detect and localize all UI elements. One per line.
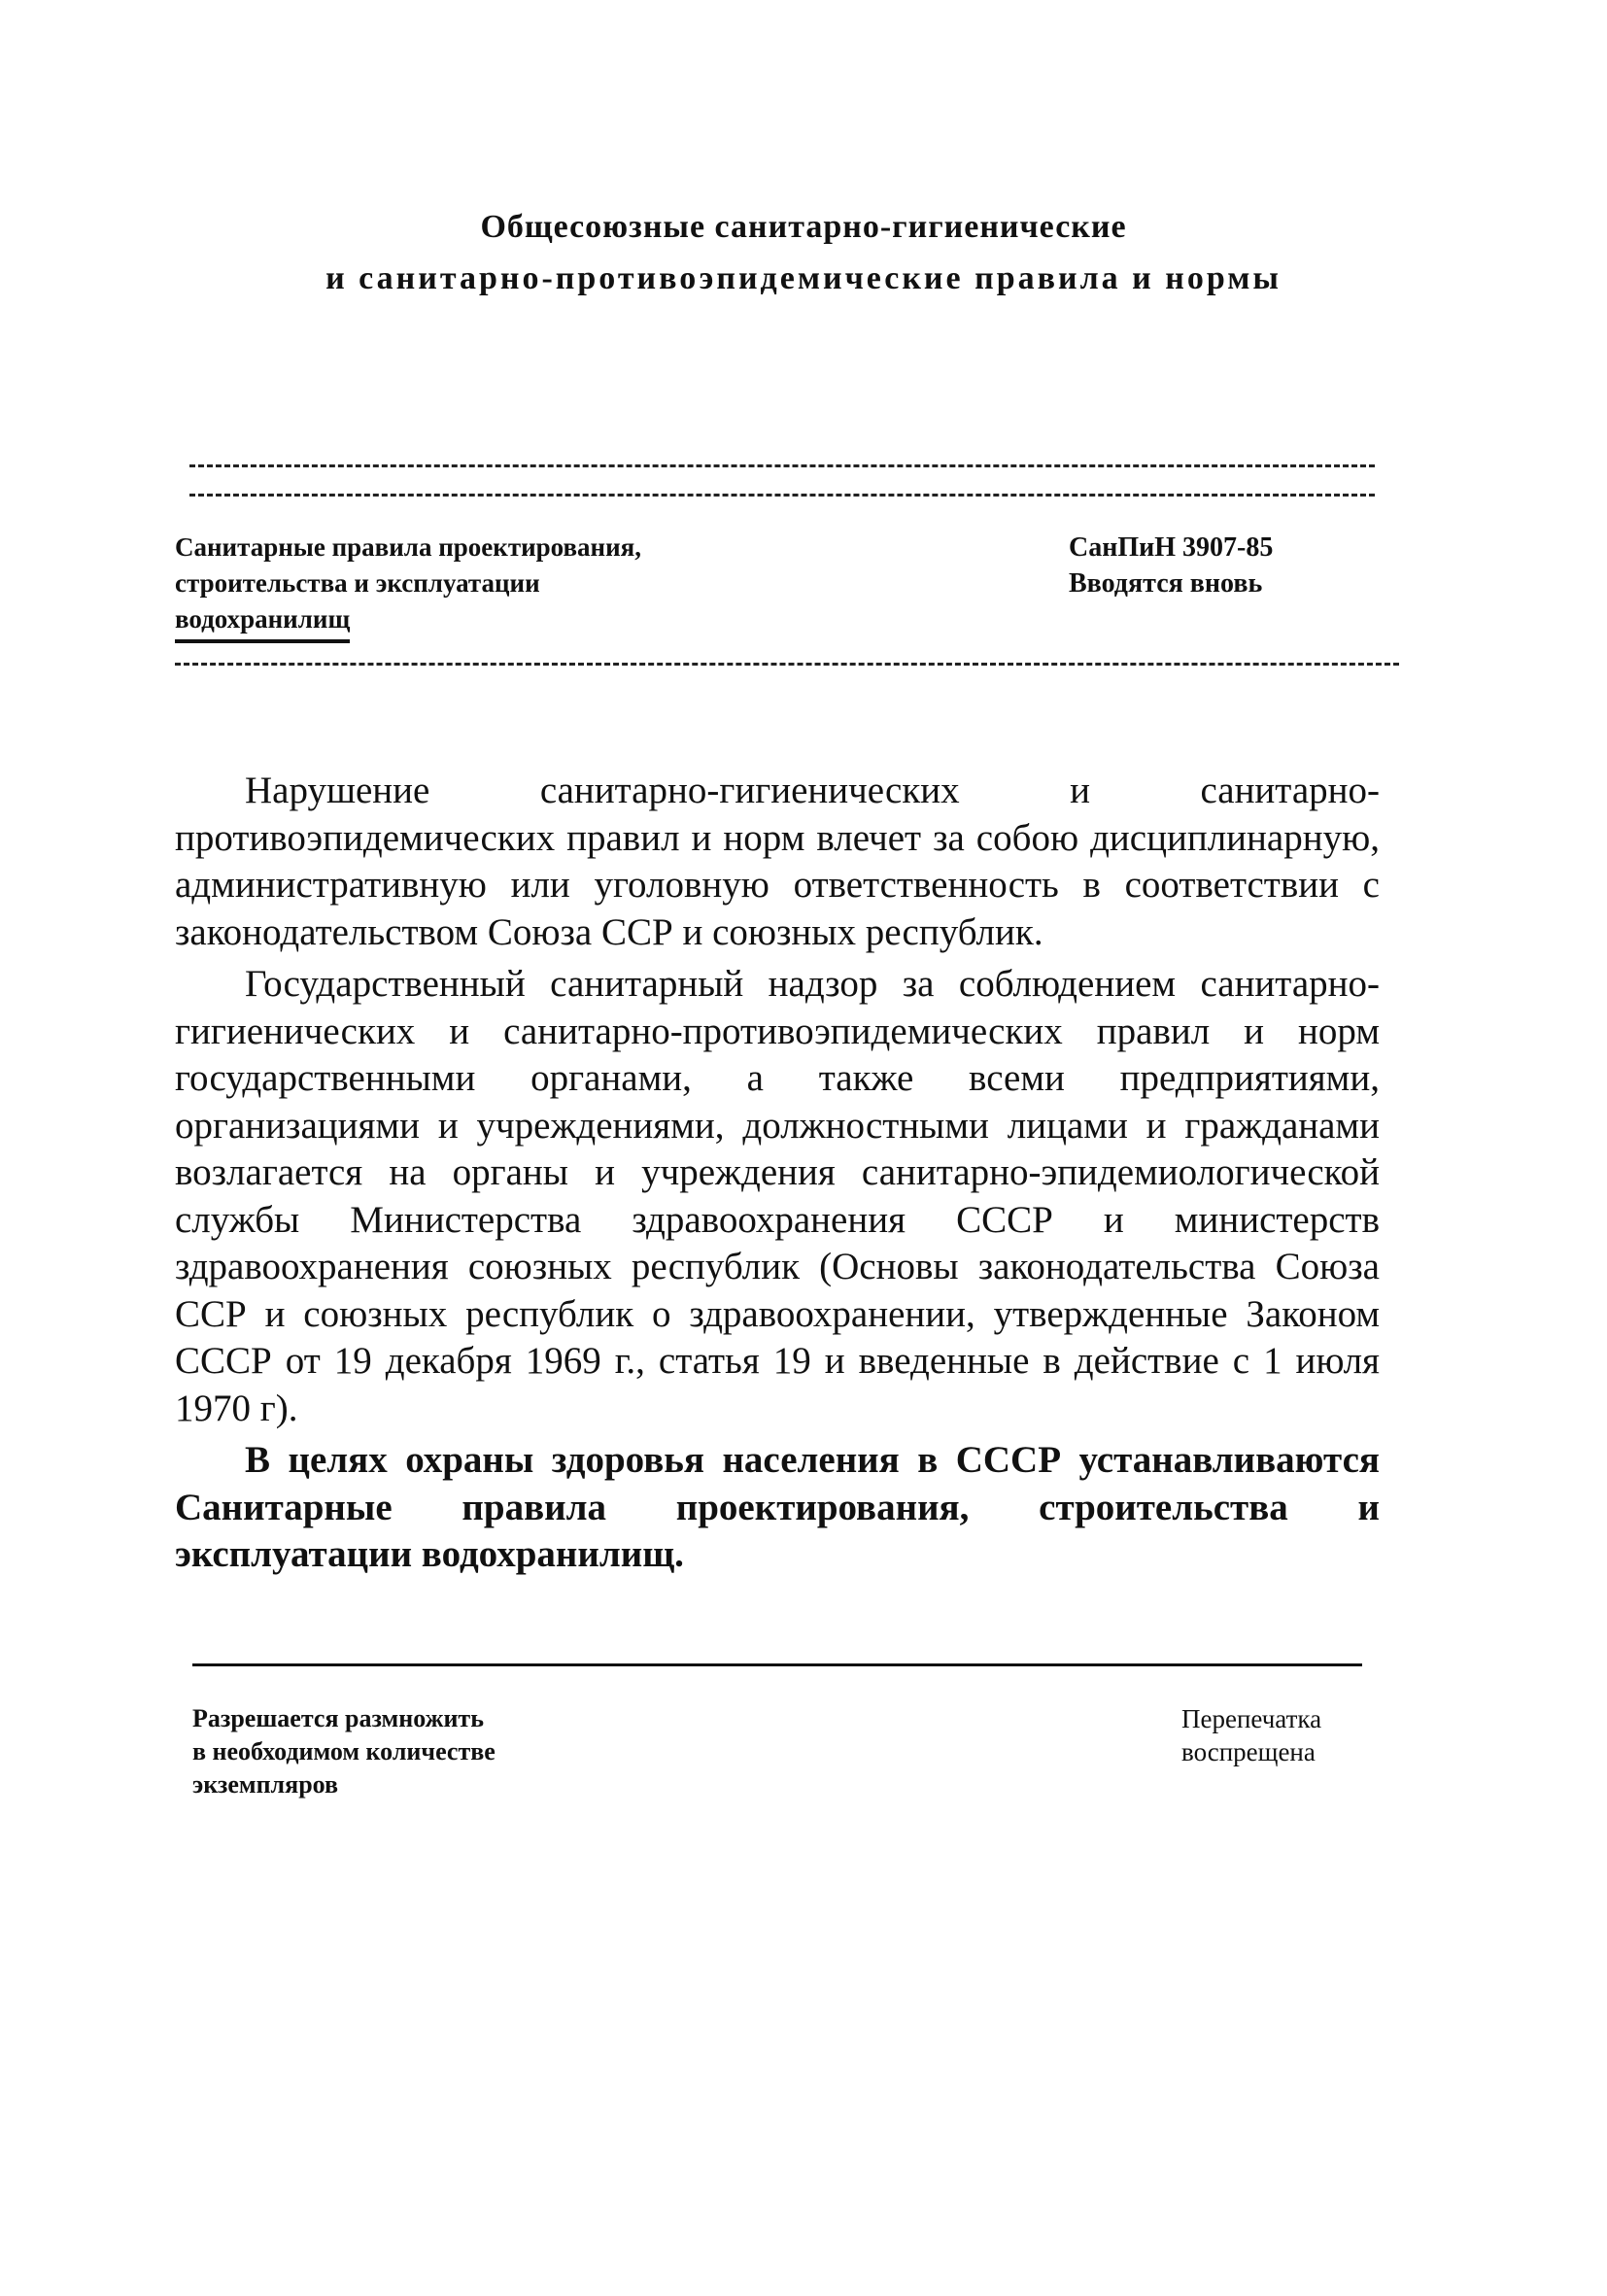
document-name-line-1: Санитарные правила проектирования, xyxy=(175,532,642,562)
footer-right-line-2: воспрещена xyxy=(1181,1737,1316,1766)
header-title-line-2: и санитарно-противоэпидемические правила и нормы xyxy=(325,260,1282,296)
body-text xyxy=(175,768,1380,1584)
footer-reprint-note xyxy=(1181,1702,1415,1768)
document-status: Вводятся вновь xyxy=(1069,568,1263,599)
document-name xyxy=(175,530,913,643)
footer-left-line-3: экземпляров xyxy=(192,1770,339,1799)
header-title-line-1: Общесоюзные санитарно-гигиенические xyxy=(480,209,1127,245)
document-name-line-3: водохранилищ xyxy=(175,601,350,643)
footer-left-line-2: в необходимом количестве xyxy=(192,1737,496,1765)
paragraph-purpose: В целях охраны здоровья населения в СССР устанавливаются Санитарные правила проектирования, строительства и эксплуатации водохранилищ. xyxy=(175,1439,1380,1575)
divider-dashed-bottom xyxy=(175,663,1399,666)
footer-divider xyxy=(192,1663,1362,1666)
footer-right-line-1: Перепечатка xyxy=(1181,1704,1322,1733)
document-name-line-2: строительства и эксплуатации xyxy=(175,568,540,598)
paragraph-supervision: Государственный санитарный надзор за соблюдением санитарно-гигиенических и санитарно-противоэпидемических правил и норм государственными органами, а также всеми предприятиями, организациями и учреждениями, должностными лицами и гражданами возлагается на органы и учреждения санитарно-эпидемиологической службы Министерства здравоохранения СССР и министерств здравоохранения союзных республик (Основы законодательства Союза ССР и союзных республик о здравоохранении, утвержденные Законом СССР от 19 декабря 1969 г., статья 19 и введенные в действие с 1 июля 1970 г). xyxy=(175,963,1380,1429)
footer-left-line-1: Разрешается размножить xyxy=(192,1704,484,1732)
document-code-block xyxy=(1069,530,1380,601)
divider-dashed-top-2 xyxy=(189,494,1375,497)
document-code: СанПиН 3907-85 xyxy=(1069,532,1274,563)
footer-reproduction-note xyxy=(192,1702,775,1801)
divider-dashed-top-1 xyxy=(189,464,1375,467)
paragraph-liability: Нарушение санитарно-гигиенических и санитарно-противоэпидемических правил и норм влечет за собою дисциплинарную, административную или уголовную ответственность в соответствии с законодательством Союза ССР и союзных республик. xyxy=(175,770,1380,953)
